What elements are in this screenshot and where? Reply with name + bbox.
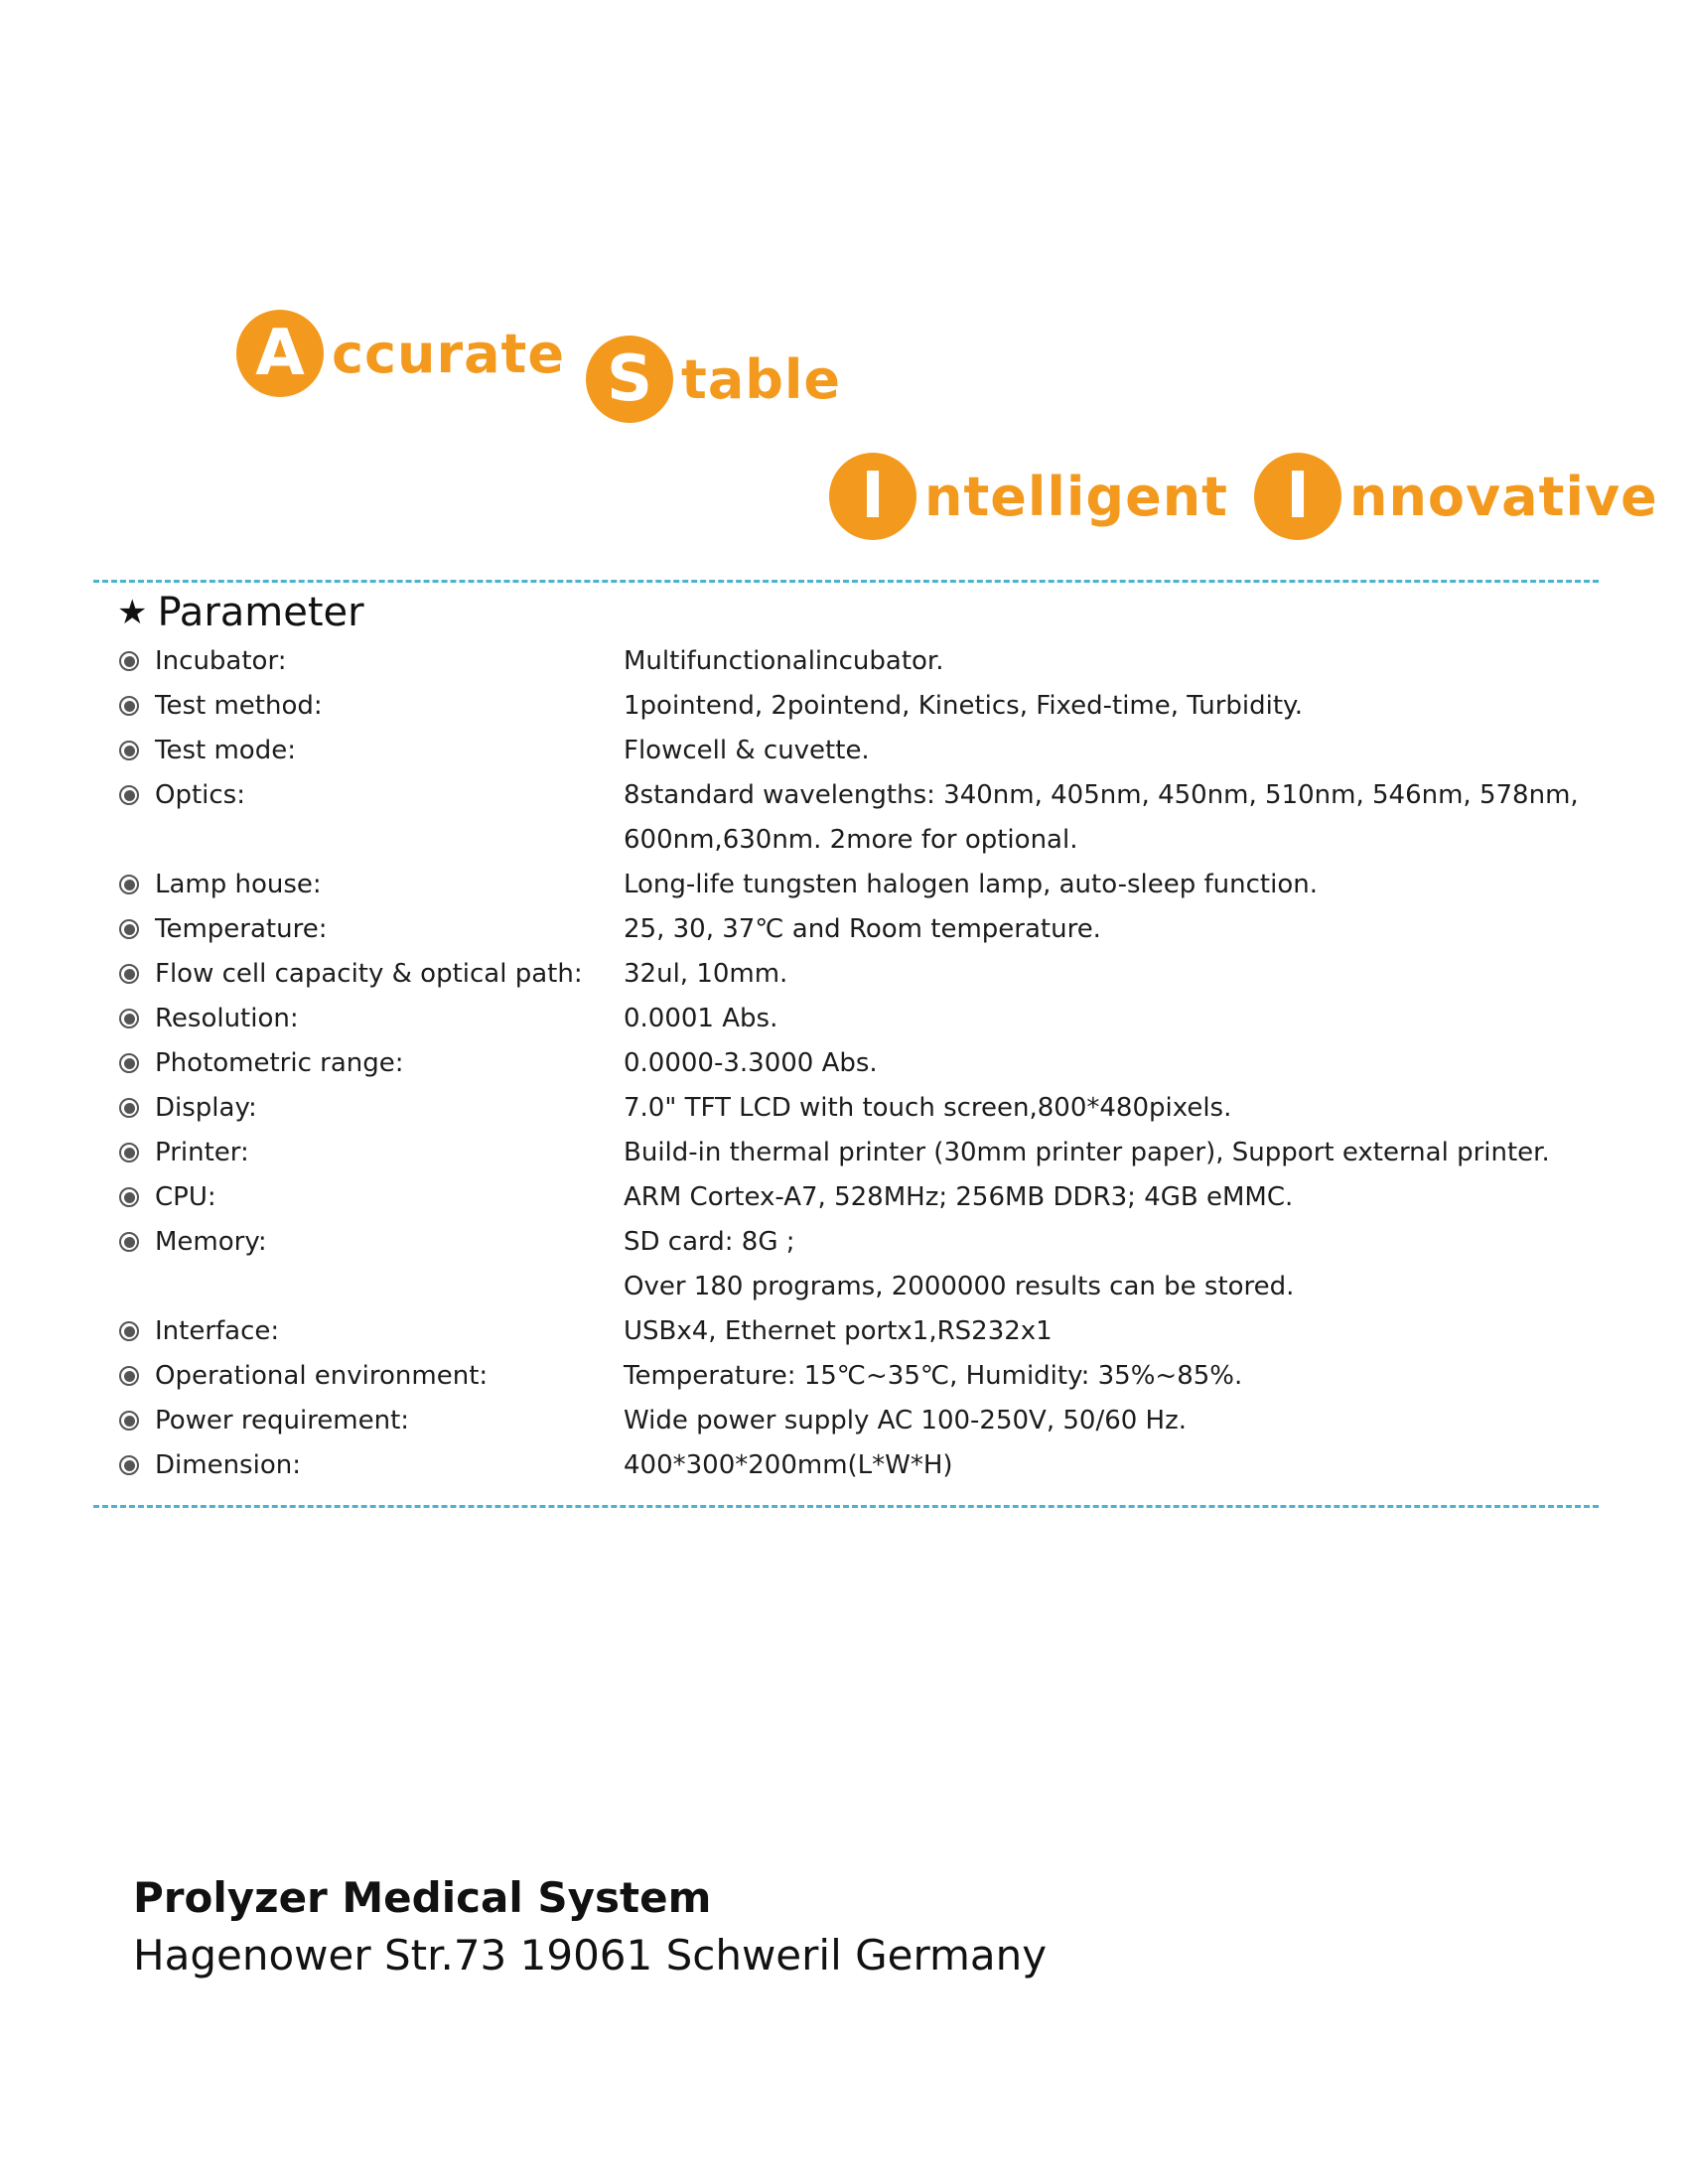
radio-bullet-icon xyxy=(119,741,139,760)
parameter-values xyxy=(624,1447,1599,1483)
parameter-value: 600nm,630nm. 2more for optional. xyxy=(624,825,1078,855)
parameter-values xyxy=(624,1090,1599,1126)
feature-intelligent xyxy=(829,453,1228,540)
radio-bullet-icon xyxy=(119,919,139,939)
parameter-values xyxy=(624,1403,1599,1438)
parameter-value: Wide power supply AC 100-250V, 50/60 Hz. xyxy=(624,1406,1188,1435)
feature-innovative xyxy=(1254,453,1658,540)
parameter-label: Optics: xyxy=(155,780,245,810)
parameter-value: Long-life tungsten halogen lamp, auto-sleep function. xyxy=(624,870,1318,899)
parameter-label: Resolution: xyxy=(155,1004,299,1033)
parameter-list xyxy=(119,643,1599,1492)
parameter-value: Multifunctionalincubator. xyxy=(624,646,944,676)
radio-bullet-icon xyxy=(119,1232,139,1252)
parameter-row xyxy=(119,1135,1599,1170)
radio-bullet-icon xyxy=(119,1187,139,1207)
parameter-value: SD card: 8G ; xyxy=(624,1227,795,1257)
parameter-label: Display: xyxy=(155,1093,257,1123)
radio-bullet-icon xyxy=(119,696,139,716)
parameter-label: CPU: xyxy=(155,1182,216,1212)
parameter-label: Dimension: xyxy=(155,1450,301,1480)
feature-accurate xyxy=(236,310,565,397)
parameter-values xyxy=(624,1313,1599,1349)
parameter-values xyxy=(624,733,1599,768)
parameter-row xyxy=(119,733,1599,768)
parameter-values xyxy=(624,1358,1599,1394)
parameter-values xyxy=(624,1045,1599,1081)
parameter-values xyxy=(624,867,1599,902)
radio-bullet-icon xyxy=(119,1321,139,1341)
parameter-label: Temperature: xyxy=(155,914,328,944)
parameter-row xyxy=(119,1403,1599,1438)
feature-stable xyxy=(586,336,841,423)
radio-bullet-icon xyxy=(119,1411,139,1431)
parameter-label: Test method: xyxy=(155,691,323,721)
feature-badge-icon: I xyxy=(1254,453,1341,540)
parameter-values xyxy=(624,1001,1599,1036)
parameter-row xyxy=(119,643,1599,679)
parameter-label: Power requirement: xyxy=(155,1406,410,1435)
parameter-value: 25, 30, 37℃ and Room temperature. xyxy=(624,914,1101,944)
parameter-value: 7.0" TFT LCD with touch screen,800*480pixels. xyxy=(624,1093,1232,1123)
parameter-label: Printer: xyxy=(155,1138,249,1167)
parameter-values xyxy=(624,688,1599,724)
radio-bullet-icon xyxy=(119,785,139,805)
dashed-divider-bottom xyxy=(93,1505,1599,1508)
parameter-values xyxy=(624,956,1599,992)
parameter-row xyxy=(119,1179,1599,1215)
feature-text: nnovative xyxy=(1349,465,1658,528)
parameter-values xyxy=(624,777,1599,858)
feature-text: ccurate xyxy=(332,322,565,385)
star-icon: ★ xyxy=(117,593,148,632)
radio-bullet-icon xyxy=(119,1455,139,1475)
company-name: Prolyzer Medical System xyxy=(133,1873,712,1922)
parameter-value: 0.0000-3.3000 Abs. xyxy=(624,1048,878,1078)
parameter-row xyxy=(119,1313,1599,1349)
radio-bullet-icon xyxy=(119,651,139,671)
parameter-row xyxy=(119,1001,1599,1036)
feature-badge-icon: A xyxy=(236,310,324,397)
parameter-values xyxy=(624,1135,1599,1170)
parameter-value: 400*300*200mm(L*W*H) xyxy=(624,1450,953,1480)
parameter-label: Memory: xyxy=(155,1227,267,1257)
parameter-value: Flowcell & cuvette. xyxy=(624,736,870,765)
feature-badge-icon: S xyxy=(586,336,673,423)
parameter-value: Temperature: 15℃~35℃, Humidity: 35%~85%. xyxy=(624,1361,1243,1391)
parameter-row xyxy=(119,1224,1599,1304)
parameter-label: Test mode: xyxy=(155,736,296,765)
parameter-value: ARM Cortex-A7, 528MHz; 256MB DDR3; 4GB eMMC. xyxy=(624,1182,1294,1212)
parameter-values xyxy=(624,643,1599,679)
radio-bullet-icon xyxy=(119,1009,139,1028)
parameter-row xyxy=(119,1090,1599,1126)
radio-bullet-icon xyxy=(119,1366,139,1386)
parameter-heading xyxy=(117,590,364,635)
parameter-values xyxy=(624,1224,1599,1304)
parameter-row xyxy=(119,867,1599,902)
parameter-value: 8standard wavelengths: 340nm, 405nm, 450nm, 510nm, 546nm, 578nm, xyxy=(624,780,1579,810)
parameter-row xyxy=(119,1358,1599,1394)
company-info xyxy=(133,1870,1047,1985)
parameter-value: Over 180 programs, 2000000 results can be stored. xyxy=(624,1272,1295,1301)
parameter-value: 0.0001 Abs. xyxy=(624,1004,778,1033)
feature-badge-icon: I xyxy=(829,453,916,540)
parameter-values xyxy=(624,1179,1599,1215)
parameter-row xyxy=(119,1045,1599,1081)
parameter-row xyxy=(119,956,1599,992)
dashed-divider-top xyxy=(93,580,1599,583)
parameter-label: Interface: xyxy=(155,1316,280,1346)
parameter-value: Build-in thermal printer (30mm printer paper), Support external printer. xyxy=(624,1138,1550,1167)
parameter-label: Operational environment: xyxy=(155,1361,489,1391)
parameter-value: 1pointend, 2pointend, Kinetics, Fixed-time, Turbidity. xyxy=(624,691,1303,721)
radio-bullet-icon xyxy=(119,1098,139,1118)
parameter-label: Photometric range: xyxy=(155,1048,404,1078)
parameter-label: Incubator: xyxy=(155,646,287,676)
parameter-label: Lamp house: xyxy=(155,870,322,899)
parameter-value: 32ul, 10mm. xyxy=(624,959,788,989)
parameter-row xyxy=(119,777,1599,858)
feature-text: ntelligent xyxy=(924,465,1228,528)
radio-bullet-icon xyxy=(119,875,139,894)
feature-text: table xyxy=(681,347,842,411)
radio-bullet-icon xyxy=(119,1143,139,1162)
parameter-values xyxy=(624,911,1599,947)
parameter-label: Flow cell capacity & optical path: xyxy=(155,959,583,989)
parameter-row xyxy=(119,911,1599,947)
parameter-value: USBx4, Ethernet portx1,RS232x1 xyxy=(624,1316,1053,1346)
company-address: Hagenower Str.73 19061 Schweril Germany xyxy=(133,1931,1048,1979)
radio-bullet-icon xyxy=(119,1053,139,1073)
radio-bullet-icon xyxy=(119,964,139,984)
parameter-title: Parameter xyxy=(157,590,364,635)
parameter-row xyxy=(119,688,1599,724)
parameter-row xyxy=(119,1447,1599,1483)
